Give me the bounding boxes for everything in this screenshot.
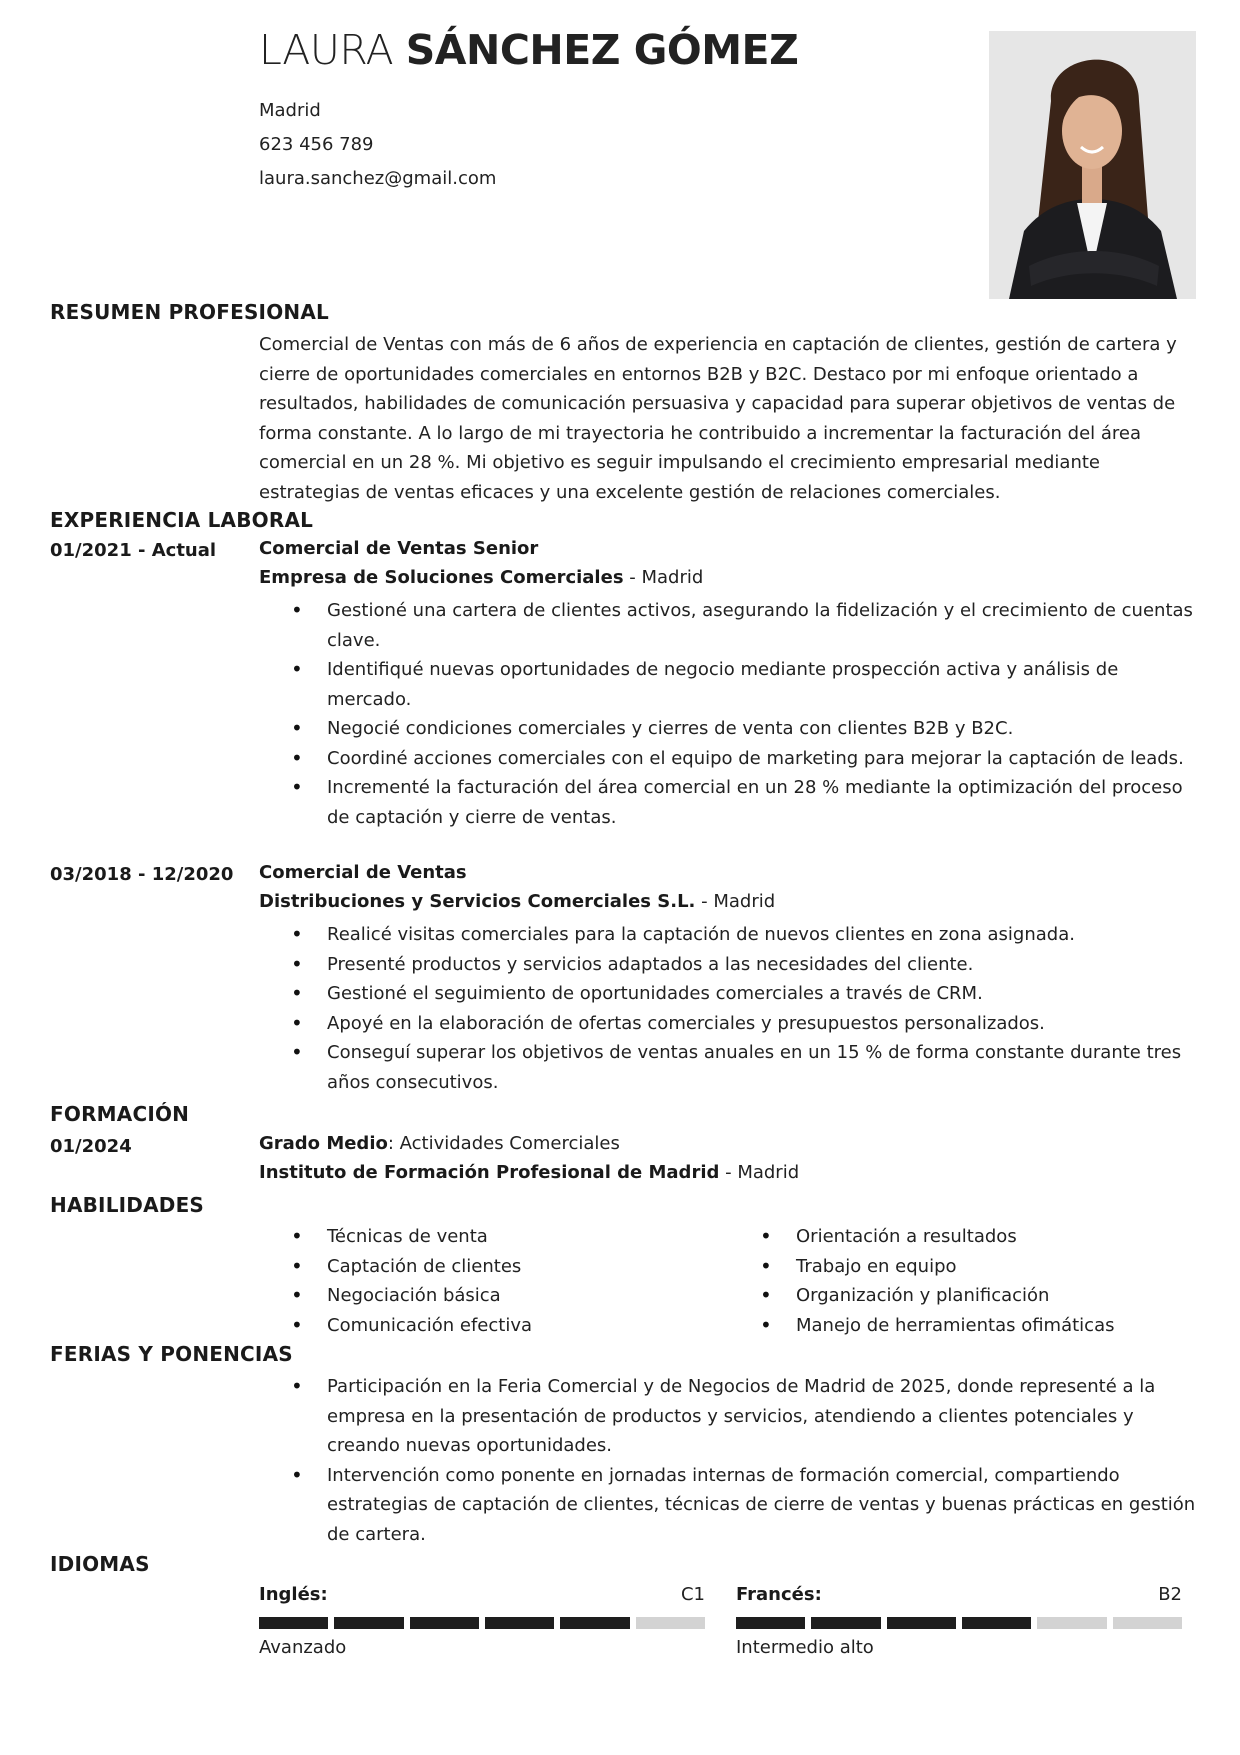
level-segment-empty [1037, 1617, 1106, 1629]
skill-item: • Negociación básica [259, 1281, 729, 1311]
skills-left-column [259, 1222, 729, 1340]
level-segment-filled [811, 1617, 880, 1629]
job-2-dates: 03/2018 - 12/2020 [50, 864, 234, 885]
section-title-fairs: FERIAS Y PONENCIAS [50, 1342, 293, 1366]
summary-text: Comercial de Ventas con más de 6 años de experiencia en captación de clientes, gestión de cartera y cierre de oportunidades comerciales en entornos B2B y B2C. Destaco por mi enfoque orientado a resultados, habilidades de comunicación persuasiva y capacidad para superar objetivos de ventas de forma constante. A lo largo de mi trayectoria he contribuido a incrementar la facturación del área comercial en un 28 %. Mi objetivo es seguir impulsando el crecimiento empresarial mediante estrategias de ventas eficaces y una excelente gestión de relaciones comerciales. [259, 334, 1177, 503]
language-name: Francés: [736, 1584, 822, 1605]
level-segment-filled [962, 1617, 1031, 1629]
list-item: • Incrementé la facturación del área comercial en un 28 % mediante la optimización del proceso de captación y cierre de ventas. [259, 773, 1199, 832]
list-item: • Conseguí superar los objetivos de ventas anuales en un 15 % de forma constante durante tres años consecutivos. [259, 1038, 1199, 1097]
level-segment-empty [1113, 1617, 1182, 1629]
list-item: • Intervención como ponente en jornadas internas de formación comercial, compartiendo estrategias de captación de clientes, técnicas de cierre de ventas y buenas prácticas en gestión de cartera. [259, 1461, 1199, 1550]
last-name: SÁNCHEZ GÓMEZ [405, 26, 799, 74]
job-1-company-line [259, 567, 703, 588]
education-school: Instituto de Formación Profesional de Madrid [259, 1162, 720, 1183]
education-degree-name: : Actividades Comerciales [387, 1133, 620, 1154]
contact-phone: 623 456 789 [259, 134, 374, 155]
job-2-location: - Madrid [695, 891, 776, 912]
contact-city: Madrid [259, 100, 321, 121]
language-level-bar [736, 1617, 1182, 1629]
contact-email: laura.sanchez@gmail.com [259, 168, 497, 189]
fairs-list [259, 1372, 1199, 1549]
language-french [736, 1584, 1182, 1658]
skill-item: • Trabajo en equipo [728, 1252, 1198, 1282]
list-item: • Coordiné acciones comerciales con el equipo de marketing para mejorar la captación de leads. [259, 744, 1199, 774]
education-date: 01/2024 [50, 1136, 132, 1157]
level-segment-filled [887, 1617, 956, 1629]
education-location: - Madrid [719, 1162, 800, 1183]
list-item: • Negocié condiciones comerciales y cierres de venta con clientes B2B y B2C. [259, 714, 1199, 744]
skill-item: • Manejo de herramientas ofimáticas [728, 1311, 1198, 1341]
job-1-dates: 01/2021 - Actual [50, 540, 217, 561]
list-item: • Realicé visitas comerciales para la captación de nuevos clientes en zona asignada. [259, 920, 1199, 950]
level-segment-filled [334, 1617, 403, 1629]
list-item: • Gestioné el seguimiento de oportunidades comerciales a través de CRM. [259, 979, 1199, 1009]
language-name: Inglés: [259, 1584, 328, 1605]
list-item: • Participación en la Feria Comercial y de Negocios de Madrid de 2025, donde representé a la empresa en la presentación de productos y servicios, atendiendo a clientes potenciales y creando nuevas oportunidades. [259, 1372, 1199, 1461]
job-1-role: Comercial de Ventas Senior [259, 538, 539, 559]
candidate-name [259, 26, 798, 74]
section-title-experience: EXPERIENCIA LABORAL [50, 508, 314, 532]
level-segment-filled [485, 1617, 554, 1629]
section-title-summary: RESUMEN PROFESIONAL [50, 300, 329, 324]
job-1-bullets [259, 596, 1199, 832]
skill-item: • Captación de clientes [259, 1252, 729, 1282]
level-segment-filled [259, 1617, 328, 1629]
education-degree-line [259, 1133, 620, 1154]
skill-item: • Comunicación efectiva [259, 1311, 729, 1341]
job-2-role: Comercial de Ventas [259, 862, 467, 883]
job-1-company: Empresa de Soluciones Comerciales [259, 567, 624, 588]
level-segment-empty [636, 1617, 705, 1629]
list-item: • Identifiqué nuevas oportunidades de negocio mediante prospección activa y análisis de mercado. [259, 655, 1199, 714]
skill-item: • Técnicas de venta [259, 1222, 729, 1252]
language-description: Intermedio alto [736, 1637, 874, 1658]
section-title-skills: HABILIDADES [50, 1193, 205, 1217]
list-item: • Apoyé en la elaboración de ofertas comerciales y presupuestos personalizados. [259, 1009, 1199, 1039]
section-title-education: FORMACIÓN [50, 1102, 190, 1126]
section-title-languages: IDIOMAS [50, 1552, 150, 1576]
job-2-company-line [259, 891, 775, 912]
first-name: LAURA [259, 26, 394, 74]
profile-photo [989, 31, 1196, 299]
list-item: • Gestioné una cartera de clientes activos, asegurando la fidelización y el crecimiento de cuentas clave. [259, 596, 1199, 655]
level-segment-filled [560, 1617, 629, 1629]
level-segment-filled [410, 1617, 479, 1629]
language-level-bar [259, 1617, 705, 1629]
skill-item: • Organización y planificación [728, 1281, 1198, 1311]
skill-item: • Orientación a resultados [728, 1222, 1198, 1252]
job-2-company: Distribuciones y Servicios Comerciales S.L. [259, 891, 696, 912]
skills-right-column [728, 1222, 1198, 1340]
language-english [259, 1584, 705, 1658]
language-level: B2 [1158, 1584, 1182, 1605]
language-description: Avanzado [259, 1637, 347, 1658]
education-degree-label: Grado Medio [259, 1133, 388, 1154]
job-1-location: - Madrid [623, 567, 704, 588]
job-2-bullets [259, 920, 1199, 1097]
level-segment-filled [736, 1617, 805, 1629]
list-item: • Presenté productos y servicios adaptados a las necesidades del cliente. [259, 950, 1199, 980]
education-school-line [259, 1162, 799, 1183]
language-level: C1 [680, 1584, 705, 1605]
